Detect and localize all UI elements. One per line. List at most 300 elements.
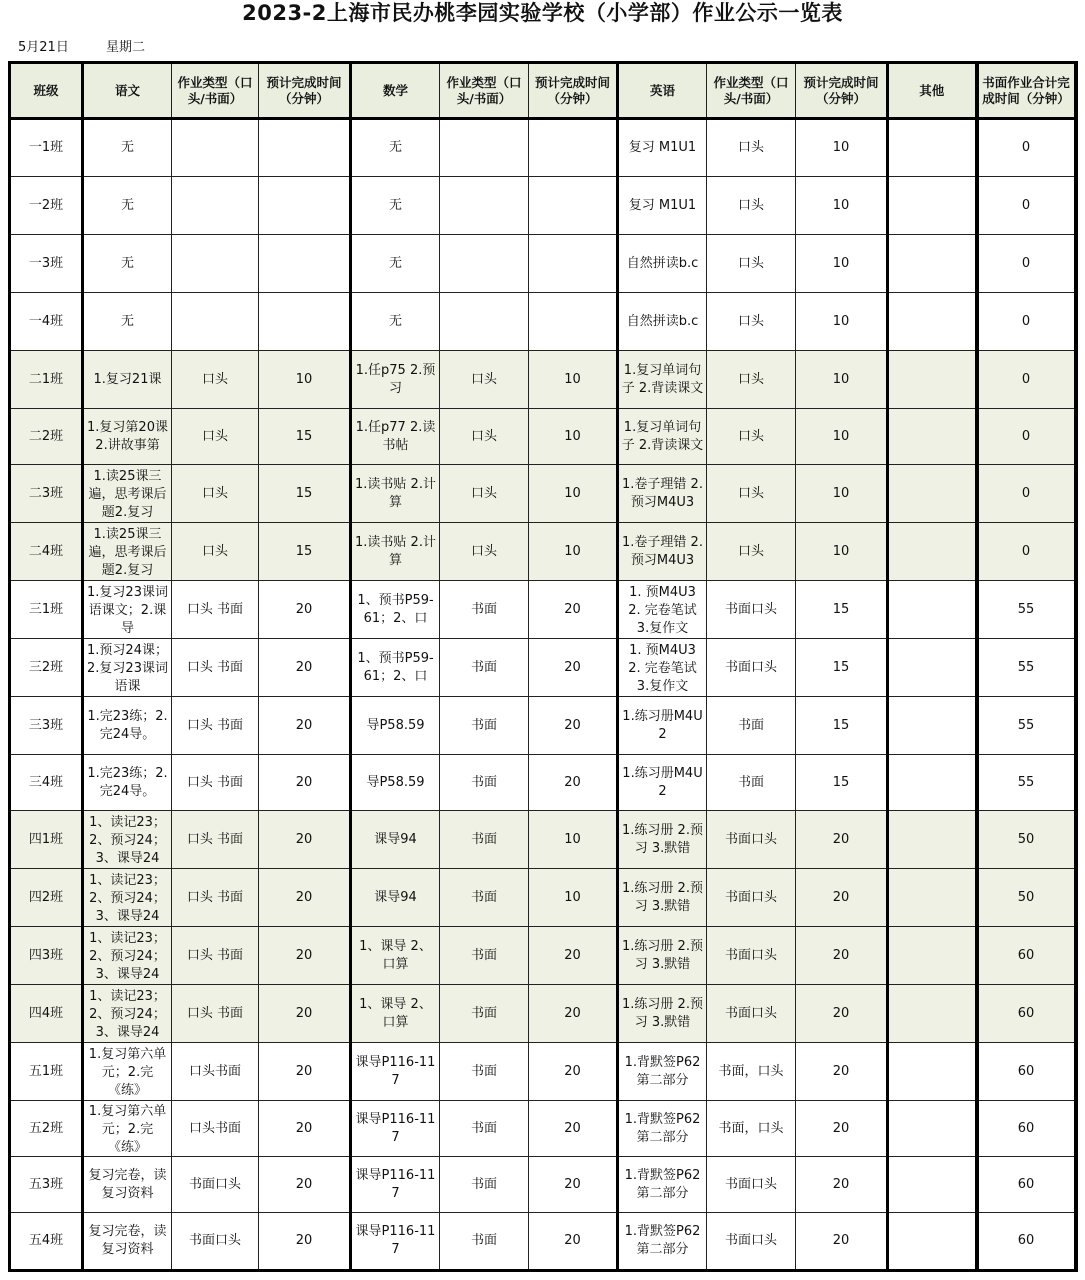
cell-text: 0 <box>1021 371 1031 387</box>
cell-total-time <box>977 1213 1076 1271</box>
cell-text: 1. 预M4U3 2. 完卷笔试 3.复作文 <box>628 584 697 636</box>
cell-text: 1.读25课三遍，思考课后题2.复习 <box>88 526 167 578</box>
cell-text: 书面 <box>470 1120 497 1136</box>
cell-math-time <box>529 581 618 639</box>
cell-chinese <box>83 293 172 351</box>
cell-chinese-time <box>259 811 351 869</box>
cell-math-time <box>529 1043 618 1101</box>
cell-text: 1.背默签P62第二部分 <box>624 1111 701 1145</box>
cell-math-type <box>440 985 529 1043</box>
cell-text: 20 <box>564 1005 581 1021</box>
cell-text: 口头 <box>201 543 228 559</box>
cell-english-time <box>796 639 888 697</box>
cell-text: 书面 <box>737 774 764 790</box>
cell-text: 书面口头 <box>724 947 777 963</box>
cell-text: 20 <box>295 717 313 733</box>
header-chinese: 语文 <box>83 63 172 119</box>
cell-text: 口头 书面 <box>186 774 244 790</box>
cell-text: 60 <box>1017 1233 1035 1248</box>
date-label: 5月21日 <box>18 40 69 55</box>
cell-math-time <box>529 985 618 1043</box>
cell-text: 课导94 <box>374 831 417 847</box>
cell-text: 1.复习单词句子 2.背读课文 <box>621 419 704 453</box>
cell-chinese-type <box>172 811 259 869</box>
cell-text: 无 <box>120 313 134 329</box>
cell-class <box>10 1101 83 1157</box>
cell-chinese <box>83 1213 172 1271</box>
cell-text: 1.复习第六单元；2.完《练》 <box>88 1046 167 1098</box>
cell-text: 口头 <box>201 485 228 501</box>
cell-chinese-type <box>172 293 259 351</box>
table-row <box>10 293 1076 351</box>
cell-chinese-type <box>172 869 259 927</box>
cell-text: 导P58.59 <box>366 717 425 733</box>
cell-text: 10 <box>295 371 313 387</box>
cell-total-time <box>977 1101 1076 1157</box>
cell-other <box>888 1101 977 1157</box>
cell-math-type <box>440 465 529 523</box>
cell-chinese-type <box>172 755 259 811</box>
cell-text: 书面 <box>470 831 497 847</box>
cell-text: 20 <box>295 831 313 847</box>
cell-math-time <box>529 351 618 409</box>
cell-math-type <box>440 409 529 465</box>
cell-chinese-type <box>172 1157 259 1213</box>
cell-other <box>888 235 977 293</box>
cell-math-type <box>440 697 529 755</box>
cell-text: 无 <box>388 140 402 155</box>
cell-other <box>888 119 977 177</box>
cell-text: 五2班 <box>28 1120 64 1136</box>
cell-text: 1、读记23；2、预习24；3、课导24 <box>89 930 166 982</box>
cell-text: 课导P116-117 <box>355 1167 436 1201</box>
cell-text: 20 <box>295 947 313 963</box>
cell-english-type <box>707 697 796 755</box>
cell-class <box>10 351 83 409</box>
cell-english-time <box>796 1213 888 1271</box>
cell-chinese-time <box>259 869 351 927</box>
cell-math-type <box>440 755 529 811</box>
cell-english <box>618 985 707 1043</box>
cell-text: 复习完卷，读复习资料 <box>88 1167 167 1201</box>
cell-text: 0 <box>1021 543 1031 559</box>
cell-text: 20 <box>295 1120 313 1136</box>
cell-math-type <box>440 869 529 927</box>
cell-other <box>888 811 977 869</box>
cell-text: 口头 <box>737 371 764 387</box>
cell-total-time <box>977 523 1076 581</box>
cell-english-type <box>707 1157 796 1213</box>
cell-text: 书面口头 <box>724 601 777 617</box>
cell-chinese-type <box>172 235 259 293</box>
cell-text: 二2班 <box>28 428 64 444</box>
cell-text: 15 <box>832 601 850 617</box>
cell-english-type <box>707 409 796 465</box>
cell-text: 书面 <box>470 1063 497 1079</box>
cell-class <box>10 927 83 985</box>
cell-text: 15 <box>295 428 313 444</box>
cell-text: 0 <box>1021 485 1031 501</box>
cell-chinese <box>83 927 172 985</box>
cell-chinese-type <box>172 409 259 465</box>
cell-text: 1.练习册 2.预习 3.默错 <box>622 880 703 914</box>
cell-text: 0 <box>1021 255 1031 271</box>
cell-text: 20 <box>564 1233 581 1248</box>
cell-text: 60 <box>1017 947 1035 963</box>
cell-english-time <box>796 1043 888 1101</box>
cell-text: 课导P116-117 <box>355 1224 436 1257</box>
header-math-type: 作业类型（口头/书面） <box>440 63 529 119</box>
cell-english <box>618 119 707 177</box>
cell-english-time <box>796 177 888 235</box>
cell-chinese <box>83 177 172 235</box>
header-total-time: 书面作业合计完成时间（分钟） <box>977 63 1076 119</box>
cell-english-time <box>796 755 888 811</box>
cell-text: 导P58.59 <box>366 774 425 790</box>
cell-math-type <box>440 811 529 869</box>
cell-english-time <box>796 465 888 523</box>
cell-total-time <box>977 119 1076 177</box>
cell-chinese-type <box>172 177 259 235</box>
cell-english <box>618 177 707 235</box>
cell-chinese-time <box>259 409 351 465</box>
table-row <box>10 1043 1076 1101</box>
cell-chinese-time <box>259 293 351 351</box>
cell-english-time <box>796 351 888 409</box>
cell-english-time <box>796 697 888 755</box>
cell-text: 60 <box>1017 1120 1035 1136</box>
cell-text: 1.完23练；2.完24导。 <box>87 708 168 742</box>
table-row <box>10 639 1076 697</box>
cell-text: 0 <box>1021 428 1031 444</box>
cell-english-type <box>707 1101 796 1157</box>
cell-chinese <box>83 235 172 293</box>
cell-math <box>351 1213 440 1271</box>
cell-text: 口头 书面 <box>186 601 244 617</box>
cell-text: 10 <box>832 543 850 559</box>
cell-text: 口头 <box>737 543 764 559</box>
cell-other <box>888 1043 977 1101</box>
cell-english-type <box>707 755 796 811</box>
cell-chinese-type <box>172 985 259 1043</box>
cell-chinese <box>83 523 172 581</box>
cell-english <box>618 523 707 581</box>
cell-text: 20 <box>564 601 581 617</box>
cell-math-time <box>529 523 618 581</box>
cell-math <box>351 177 440 235</box>
date-bar <box>0 30 1085 58</box>
cell-math <box>351 1043 440 1101</box>
cell-chinese-type <box>172 351 259 409</box>
cell-chinese-time <box>259 235 351 293</box>
cell-class <box>10 409 83 465</box>
cell-total-time <box>977 697 1076 755</box>
cell-math <box>351 1101 440 1157</box>
cell-text: 三3班 <box>28 717 64 733</box>
cell-chinese-time <box>259 465 351 523</box>
cell-class <box>10 177 83 235</box>
cell-text: 无 <box>120 197 134 213</box>
cell-text: 五3班 <box>28 1176 64 1192</box>
cell-chinese <box>83 409 172 465</box>
cell-other <box>888 927 977 985</box>
cell-chinese-type <box>172 119 259 177</box>
cell-text: 10 <box>564 428 581 444</box>
cell-text: 60 <box>1017 1176 1035 1192</box>
cell-text: 无 <box>120 140 134 155</box>
cell-english <box>618 1043 707 1101</box>
table-row <box>10 985 1076 1043</box>
cell-text: 1、读记23；2、预习24；3、课导24 <box>89 988 166 1040</box>
cell-math <box>351 755 440 811</box>
cell-other <box>888 465 977 523</box>
cell-math-type <box>440 1213 529 1271</box>
cell-text: 20 <box>295 889 313 905</box>
cell-text: 书面 <box>737 717 764 733</box>
cell-text: 10 <box>832 313 850 329</box>
cell-math-time <box>529 1157 618 1213</box>
table-row <box>10 119 1076 177</box>
table-row <box>10 811 1076 869</box>
cell-text: 书面 <box>470 947 497 963</box>
cell-text: 1.复习23课词语课文；2.课导 <box>87 584 168 636</box>
cell-text: 口头 <box>201 428 228 444</box>
cell-text: 书面 <box>470 774 497 790</box>
cell-total-time <box>977 1157 1076 1213</box>
cell-english <box>618 351 707 409</box>
cell-text: 1.卷子理错 2.预习M4U3 <box>622 476 703 510</box>
cell-text: 1、预书P59-61；2、口 <box>357 592 434 626</box>
cell-math <box>351 293 440 351</box>
cell-math-type <box>440 351 529 409</box>
table-row <box>10 1213 1076 1271</box>
cell-other <box>888 755 977 811</box>
cell-math-type <box>440 1043 529 1101</box>
cell-text: 口头 <box>470 543 497 559</box>
cell-math-time <box>529 755 618 811</box>
cell-text: 书面口头 <box>724 1233 777 1248</box>
cell-total-time <box>977 869 1076 927</box>
cell-text: 50 <box>1017 831 1035 847</box>
cell-text: 1、课导 2、口算 <box>359 996 432 1030</box>
cell-math <box>351 523 440 581</box>
cell-text: 四1班 <box>28 831 64 847</box>
cell-class <box>10 755 83 811</box>
cell-chinese-type <box>172 465 259 523</box>
cell-other <box>888 177 977 235</box>
cell-text: 课导P116-117 <box>355 1054 436 1088</box>
table-row <box>10 697 1076 755</box>
table-row <box>10 465 1076 523</box>
cell-text: 10 <box>832 197 850 213</box>
cell-text: 口头 <box>201 371 228 387</box>
cell-text: 口头 <box>737 428 764 444</box>
cell-total-time <box>977 755 1076 811</box>
cell-english <box>618 927 707 985</box>
cell-math <box>351 697 440 755</box>
table-row <box>10 177 1076 235</box>
cell-other <box>888 985 977 1043</box>
cell-text: 1.读书贴 2.计算 <box>355 476 436 510</box>
cell-math <box>351 581 440 639</box>
cell-math <box>351 465 440 523</box>
header-english: 英语 <box>618 63 707 119</box>
cell-other <box>888 697 977 755</box>
cell-total-time <box>977 985 1076 1043</box>
table-row <box>10 235 1076 293</box>
cell-text: 0 <box>1021 197 1031 213</box>
cell-chinese <box>83 811 172 869</box>
table-row <box>10 351 1076 409</box>
cell-text: 书面 <box>470 717 497 733</box>
cell-text: 15 <box>832 659 850 675</box>
cell-math <box>351 409 440 465</box>
header-math-time: 预计完成时间（分钟） <box>529 63 618 119</box>
cell-text: 50 <box>1017 889 1035 905</box>
cell-total-time <box>977 639 1076 697</box>
cell-class <box>10 1157 83 1213</box>
cell-chinese-time <box>259 1101 351 1157</box>
cell-text: 书面口头 <box>724 659 777 675</box>
cell-text: 书面 <box>470 1176 497 1192</box>
cell-chinese-time <box>259 697 351 755</box>
cell-chinese-time <box>259 927 351 985</box>
cell-text: 一4班 <box>28 313 64 329</box>
cell-math-time <box>529 119 618 177</box>
cell-text: 10 <box>832 371 850 387</box>
cell-english-type <box>707 927 796 985</box>
cell-text: 20 <box>295 774 313 790</box>
cell-total-time <box>977 927 1076 985</box>
cell-text: 20 <box>832 831 850 847</box>
cell-chinese <box>83 755 172 811</box>
cell-text: 书面 <box>470 601 497 617</box>
cell-english <box>618 1157 707 1213</box>
cell-text: 1.背默签P62第二部分 <box>624 1167 701 1201</box>
cell-chinese-time <box>259 119 351 177</box>
cell-text: 三4班 <box>28 774 64 790</box>
cell-english-time <box>796 523 888 581</box>
cell-text: 1.背默签P62第二部分 <box>624 1054 701 1088</box>
cell-math <box>351 927 440 985</box>
cell-math-type <box>440 639 529 697</box>
cell-text: 口头 <box>737 485 764 501</box>
cell-english-time <box>796 293 888 351</box>
cell-text: 无 <box>388 197 402 213</box>
cell-text: 二4班 <box>28 543 64 559</box>
cell-class <box>10 869 83 927</box>
cell-text: 15 <box>832 774 850 790</box>
cell-text: 60 <box>1017 1005 1035 1021</box>
cell-english-time <box>796 235 888 293</box>
cell-english-time <box>796 927 888 985</box>
table-row <box>10 869 1076 927</box>
weekday-label: 星期二 <box>106 40 146 55</box>
cell-math-time <box>529 927 618 985</box>
cell-text: 自然拼读b.c <box>626 313 699 329</box>
cell-math-type <box>440 523 529 581</box>
cell-chinese-type <box>172 1213 259 1271</box>
cell-text: 10 <box>564 485 581 501</box>
cell-text: 1.卷子理错 2.预习M4U3 <box>622 534 703 568</box>
cell-math <box>351 869 440 927</box>
cell-class <box>10 119 83 177</box>
cell-english <box>618 755 707 811</box>
cell-chinese-time <box>259 985 351 1043</box>
cell-total-time <box>977 351 1076 409</box>
header-english-type: 作业类型（口头/书面） <box>707 63 796 119</box>
cell-english-time <box>796 869 888 927</box>
cell-text: 20 <box>295 1233 313 1248</box>
cell-text: 1.练习册M4U2 <box>622 765 703 799</box>
cell-english-time <box>796 1101 888 1157</box>
cell-text: 口头 书面 <box>186 717 244 733</box>
cell-text: 55 <box>1017 774 1035 790</box>
cell-text: 口头 <box>737 197 764 213</box>
cell-text: 1.任p75 2.预习 <box>355 362 436 396</box>
cell-class <box>10 811 83 869</box>
cell-english-type <box>707 351 796 409</box>
cell-text: 三2班 <box>28 659 64 675</box>
cell-math-time <box>529 177 618 235</box>
cell-text: 20 <box>295 1063 313 1079</box>
cell-english-type <box>707 1213 796 1271</box>
cell-english-type <box>707 1043 796 1101</box>
cell-class <box>10 581 83 639</box>
cell-total-time <box>977 1043 1076 1101</box>
cell-text: 60 <box>1017 1063 1035 1079</box>
cell-chinese-type <box>172 523 259 581</box>
cell-text: 口头书面 <box>188 1063 241 1079</box>
cell-text: 20 <box>295 601 313 617</box>
cell-text: 1、课导 2、口算 <box>359 938 432 972</box>
cell-chinese-time <box>259 351 351 409</box>
cell-math-time <box>529 465 618 523</box>
cell-english-time <box>796 985 888 1043</box>
cell-text: 二1班 <box>28 371 64 387</box>
cell-class <box>10 1043 83 1101</box>
cell-text: 1.练习册 2.预习 3.默错 <box>622 938 703 972</box>
cell-text: 课导94 <box>374 889 417 905</box>
header-chinese-time: 预计完成时间（分钟） <box>259 63 351 119</box>
cell-chinese-time <box>259 1043 351 1101</box>
cell-text: 1.练习册 2.预习 3.默错 <box>622 996 703 1030</box>
cell-math-time <box>529 1101 618 1157</box>
table-row <box>10 1101 1076 1157</box>
cell-chinese-type <box>172 697 259 755</box>
cell-class <box>10 1213 83 1271</box>
cell-text: 书面口头 <box>188 1176 241 1192</box>
cell-chinese-type <box>172 927 259 985</box>
cell-chinese-type <box>172 1101 259 1157</box>
cell-class <box>10 523 83 581</box>
cell-english <box>618 581 707 639</box>
cell-total-time <box>977 465 1076 523</box>
cell-text: 无 <box>388 313 402 329</box>
cell-english-time <box>796 409 888 465</box>
cell-english <box>618 293 707 351</box>
cell-math-time <box>529 811 618 869</box>
cell-chinese-type <box>172 581 259 639</box>
cell-text: 20 <box>564 1120 581 1136</box>
cell-text: 1、读记23；2、预习24；3、课导24 <box>89 872 166 924</box>
cell-text: 20 <box>832 1063 850 1079</box>
cell-math <box>351 985 440 1043</box>
cell-chinese <box>83 1101 172 1157</box>
cell-text: 1、预书P59-61；2、口 <box>357 650 434 684</box>
cell-chinese <box>83 869 172 927</box>
cell-text: 1.复习21课 <box>93 371 162 387</box>
